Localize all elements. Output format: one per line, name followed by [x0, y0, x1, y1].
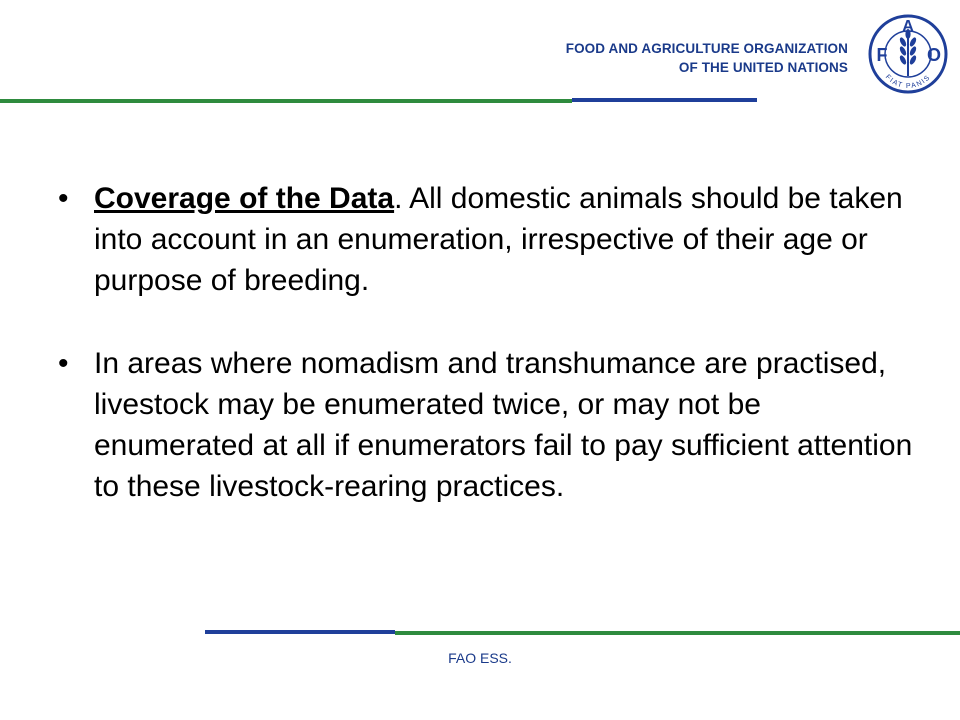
bullet-list [58, 178, 918, 549]
bullet-marker: • [58, 182, 69, 215]
bullet-lead-heading: Coverage of the Data [94, 182, 395, 215]
header-rule-blue [572, 98, 757, 102]
logo-letter-a: A [902, 18, 914, 35]
bullet-item [58, 178, 918, 301]
bullet-marker: • [58, 347, 69, 380]
logo-letter-f: F [876, 45, 888, 65]
footer-rule-blue [205, 630, 395, 634]
logo-letter-o: O [926, 45, 942, 65]
fao-logo-icon [868, 14, 948, 94]
logo-motto: FIAT PANIS [883, 73, 933, 91]
organization-name-line1: FOOD AND AGRICULTURE ORGANIZATION [565, 41, 848, 56]
header-rule-green [0, 99, 572, 103]
organization-name-line2: OF THE UNITED NATIONS [678, 60, 848, 75]
footer-text: FAO ESS. [448, 650, 512, 666]
organization-name [566, 39, 848, 77]
bullet-text: . All domestic animals should be taken into account in an enumeration, irrespective of their age or purpose of breeding. [94, 182, 903, 297]
bullet-text: In areas where nomadism and transhumance are practised, livestock may be enumerated twice, or may not be enumerated at all if enumerators fail to pay sufficient attention to these livestock-rearing practices. [94, 347, 913, 503]
bullet-item [58, 343, 918, 507]
footer-rule-green [395, 631, 960, 635]
